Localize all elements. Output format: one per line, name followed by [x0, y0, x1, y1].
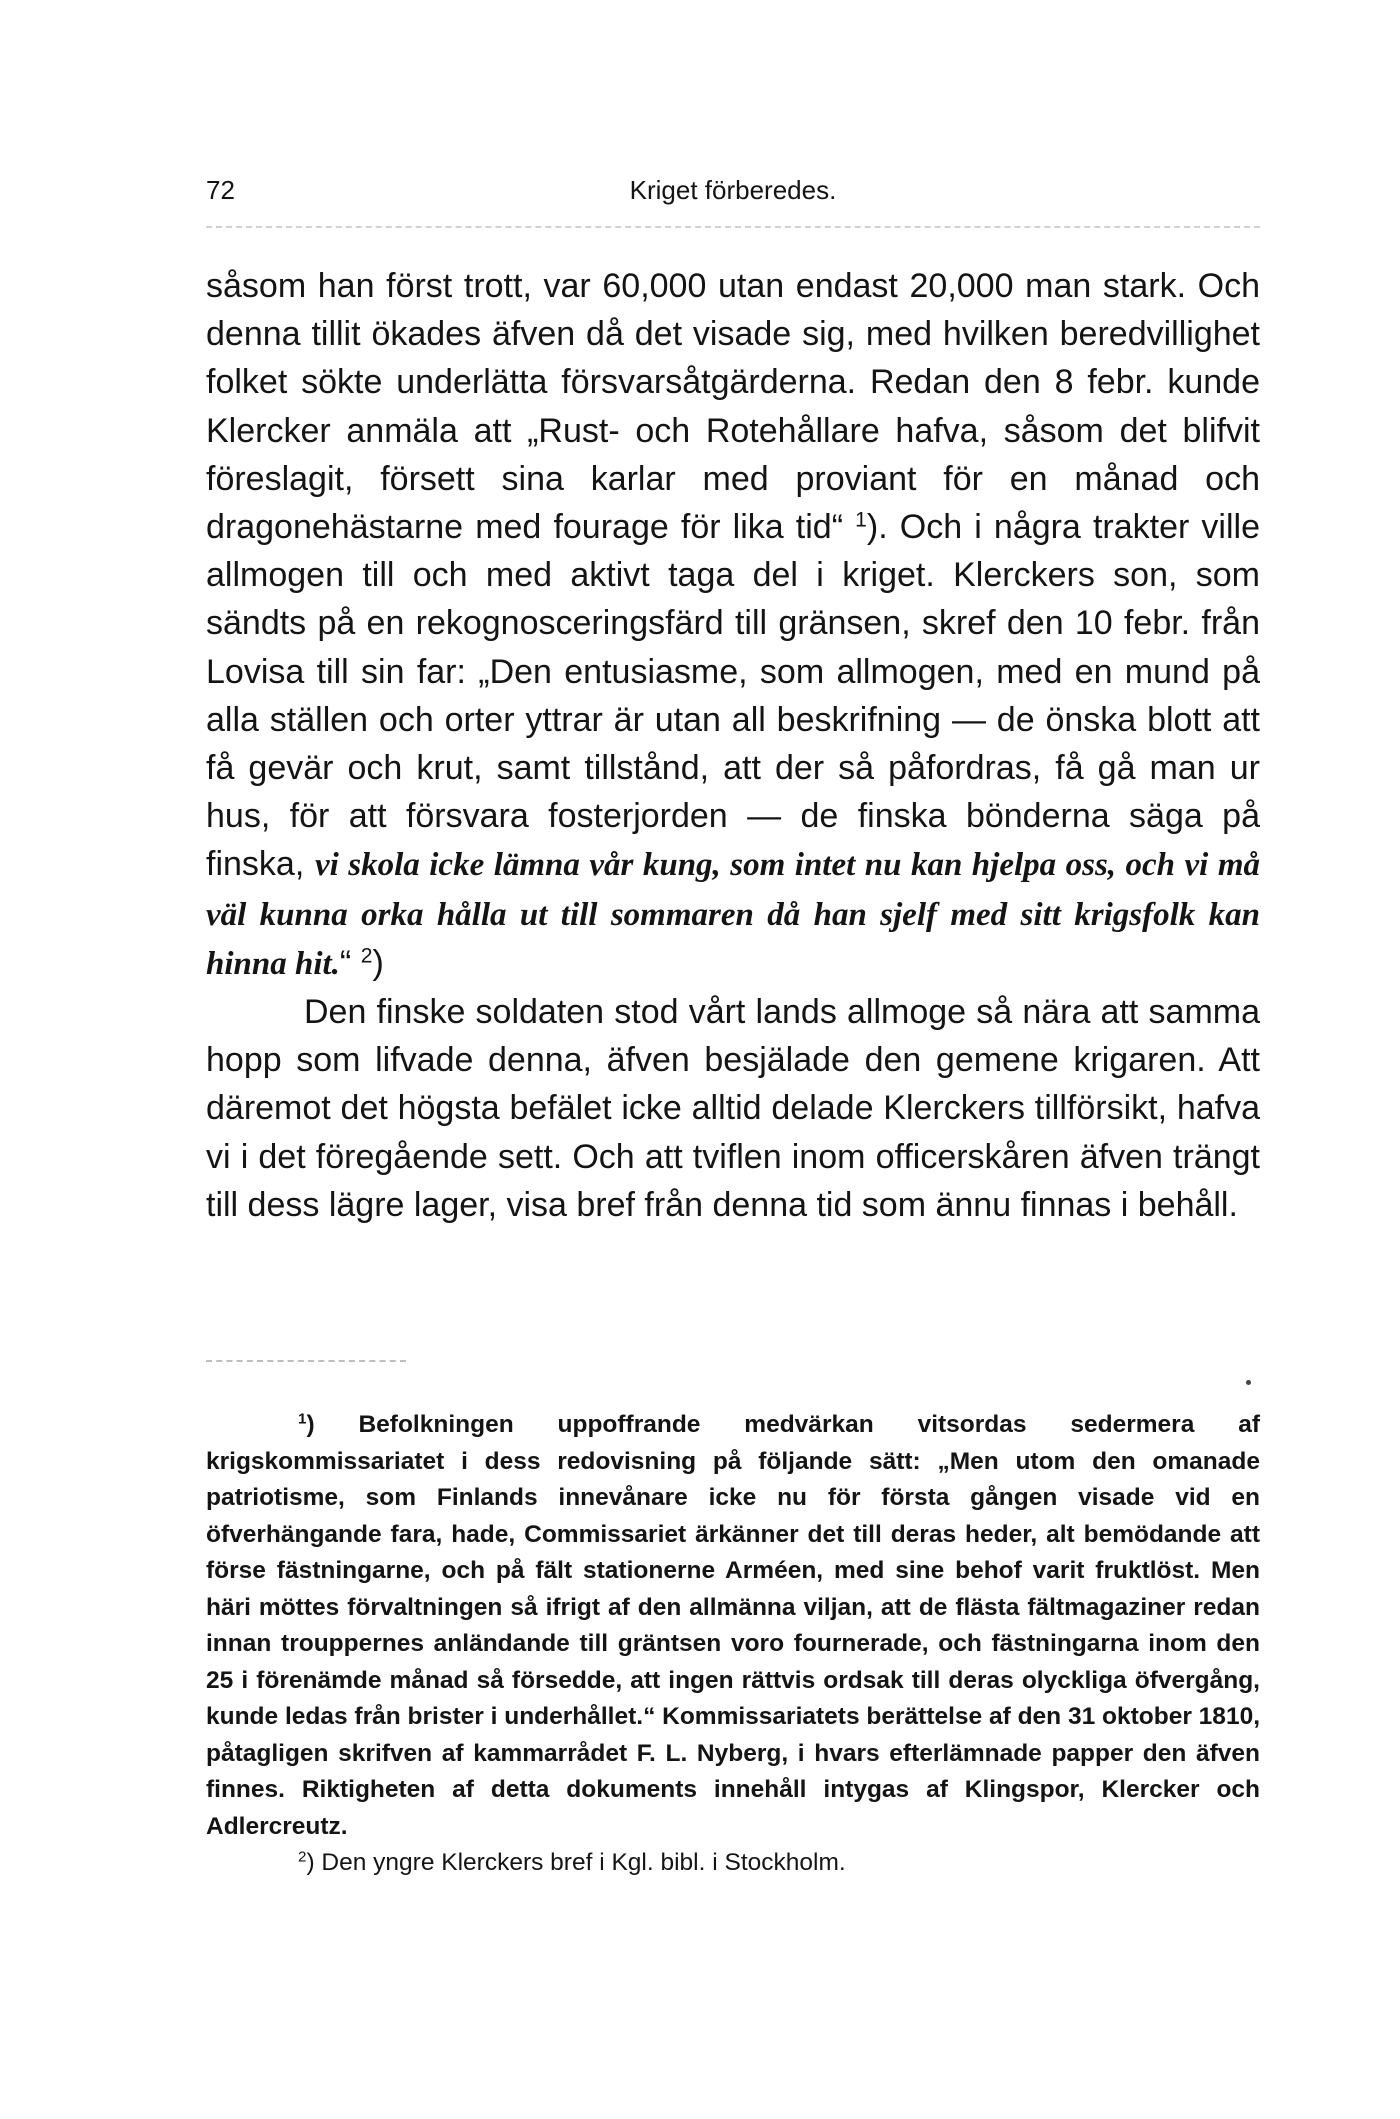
footnote-1-text: ) Befolkningen uppoffrande medvärkan vitsordas sedermera af krigskommissariatet i dess redovisning på följande sätt: „Men utom den omanade patriotisme, som Finlands innevånare icke nu för första gången visade vid en öfverhängande fara, hade, Commissariet ärkänner det till deras heder, alt bemödande att förse fästningarne, och på fält stationerne Arméen, med sine behof varit fruktlöst. Men häri möttes förvaltningen så ifrigt af den allmänna viljan, att de flästa fältmagaziner redan innan trouppernes anländande till gräntsen voro fournerade, och fästningarna inom den 25 i förenämde månad så försedde, att ingen rättvis ordsak till deras olyckliga öfvergång, kunde ledas från brister i underhållet.“ Kommissariatets berättelse af den 31 oktober 1810, påtagligen skrifven af kammarrådet F. L. Nyberg, i hvars efterlämnade papper den äfven finnes. Riktigheten af detta dokuments innehåll intygas af Klingspor, Klercker och Adlercreutz.	[206, 1411, 1260, 1840]
header-rule	[206, 226, 1260, 228]
footnote-2	[206, 1845, 1260, 1882]
italic-quote: vi skola icke lämna vår kung, som intet nu kan hjelpa oss, och vi må väl kunna orka hålla ut till sommaren då han sjelf med sitt krigsfolk kan hinna hit.	[206, 847, 1260, 982]
footnote-2-mark: 2	[298, 1848, 307, 1866]
print-speck	[1246, 1380, 1251, 1385]
footnotes	[206, 1407, 1260, 1882]
paragraph-1-text-d: )	[372, 943, 384, 982]
footnote-1-mark: 1	[298, 1410, 307, 1428]
paragraph-1-text-a: såsom han först trott, var 60,000 utan endast 20,000 man stark. Och denna tillit ökades äfven då det visade sig, med hvilken beredvillighet folket sökte underlätta försvarsåtgärderna. Redan den 8 febr. kunde Klercker anmäla att „Rust- och Rotehållare hafva, såsom det blifvit föreslagit, försett sina karlar med proviant för en månad och dragonehästarne med fourage för lika tid“	[206, 267, 1260, 547]
paragraph-2: Den finske soldaten stod vårt lands allmoge så nära att samma hopp som lifvade denna, äfven besjälade den gemene krigaren. Att däremot det högsta befälet icke alltid delade Klerckers tillförsikt, hafva vi i det föregående sett. Och att tviflen inom officerskåren äfven trängt till dess lägre lager, visa bref från denna tid som ännu finnas i behåll.	[206, 993, 1260, 1224]
footnote-ref-1: 1	[855, 508, 867, 532]
main-text	[206, 262, 1260, 1229]
footnote-ref-2: 2	[360, 944, 373, 968]
page-number: 72	[206, 175, 235, 205]
footnote-separator	[206, 1360, 406, 1362]
paragraph-1-text-c: “	[339, 943, 361, 982]
paragraph-1	[206, 262, 1260, 988]
paragraph-1-text-b: ). Och i några trakter ville allmogen till och med aktivt taga del i kriget. Klerckers son, som sändts på en rekognosceringsfärd till gränsen, skref den 10 febr. från Lovisa till sin far: „Den entusiasme, som allmogen, med en mund på alla ställen och orter yttrar är utan all beskrifning — de önska blott att få gevär och krut, samt tillstånd, att der så påfordras, få gå man ur hus, för att försvara fosterjorden — de finska bönderna säga på finska,	[206, 508, 1260, 884]
footnote-2-text: ) Den yngre Klerckers bref i Kgl. bibl. i Stockholm.	[306, 1849, 846, 1876]
running-title: Kriget förberedes.	[629, 175, 837, 205]
footnote-1	[206, 1407, 1260, 1845]
page-header	[206, 175, 1260, 215]
